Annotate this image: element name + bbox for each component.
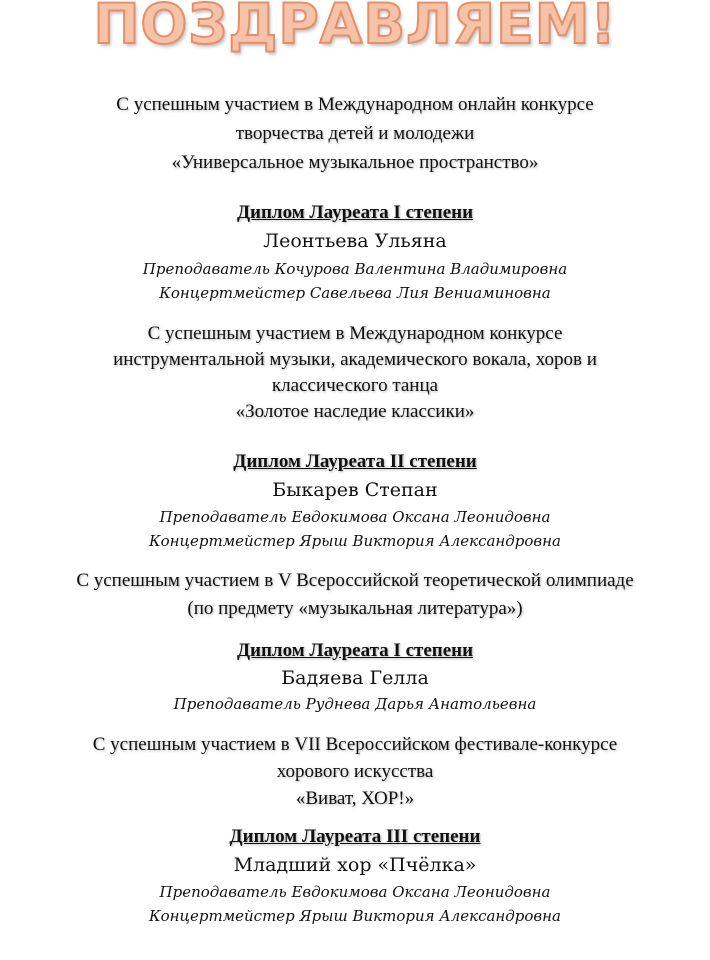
intro-line: «Виват, ХОР!» (295, 788, 415, 809)
teacher-line: Преподаватель Евдокимова Оксана Леонидовна (159, 508, 551, 526)
accompanist-line: Концертмейстер Ярыш Виктория Александровна (149, 532, 561, 550)
teacher-line: Преподаватель Евдокимова Оксана Леонидовна (159, 883, 551, 901)
teacher-line: Преподаватель Руднева Дарья Анатольевна (173, 695, 537, 713)
intro-line: «Универсальное музыкальное пространство» (171, 152, 539, 173)
diploma-title: Диплом Лауреата III степени (229, 826, 481, 847)
diploma-title: Диплом Лауреата I степени (236, 202, 474, 223)
laureate-name: Бадяева Гелла (281, 667, 429, 689)
accompanist-line: Концертмейстер Савельева Лия Вениаминовна (159, 284, 551, 302)
intro-line: творчества детей и молодежи (235, 123, 475, 144)
intro-line: С успешным участием в Международном конкурсе (147, 323, 563, 344)
intro-line: (по предмету «музыкальная литература») (187, 598, 523, 619)
intro-line: С успешным участием в VII Всероссийском фестивале-конкурсе (92, 734, 618, 755)
diploma-title: Диплом Лауреата II степени (233, 451, 477, 472)
laureate-name: Младший хор «Пчёлка» (233, 854, 477, 876)
intro-line: классического танца (271, 375, 439, 396)
laureate-name: Леонтьева Ульяна (263, 230, 447, 252)
intro-line: С успешным участием в V Всероссийской теоретической олимпиаде (76, 570, 634, 591)
intro-line: «Золотое наследие классики» (235, 401, 475, 422)
diploma-title: Диплом Лауреата I степени (236, 640, 474, 661)
accompanist-line: Концертмейстер Ярыш Виктория Александровна (149, 907, 561, 925)
teacher-line: Преподаватель Кочурова Валентина Владимировна (142, 260, 568, 278)
intro-line: инструментальной музыки, академического вокала, хоров и (113, 349, 597, 370)
intro-line: хорового искусства (276, 761, 434, 782)
headline: ПОЗДРАВЛЯЕМ! (93, 0, 617, 56)
laureate-name: Быкарев Степан (272, 479, 438, 501)
intro-line: С успешным участием в Международном онлайн конкурсе (116, 94, 594, 115)
